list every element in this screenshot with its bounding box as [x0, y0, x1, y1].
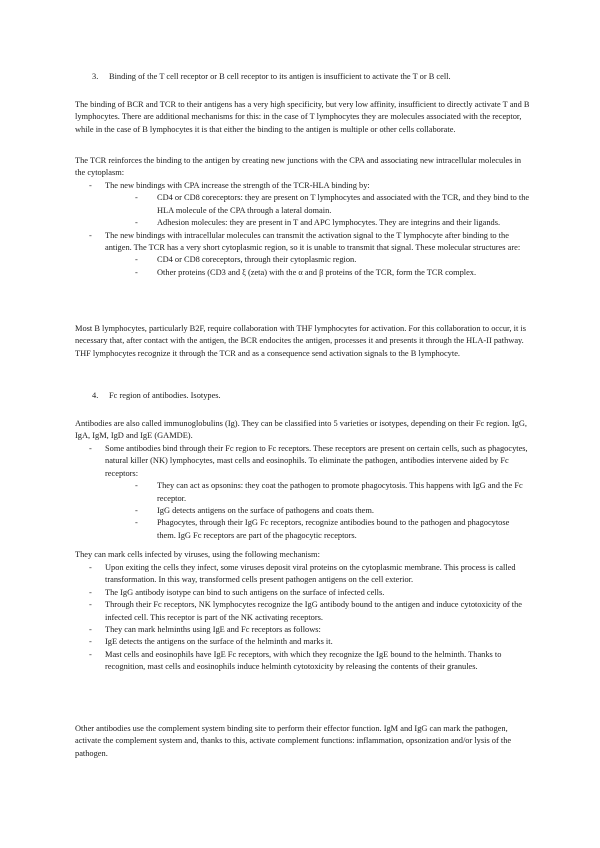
dash-bullet: -	[89, 444, 92, 453]
dash-bullet: -	[89, 230, 92, 240]
dash-bullet: -	[135, 518, 138, 528]
bulleted-list	[75, 562, 530, 674]
paragraph: Most B lymphocytes, particularly B2F, require collaboration with THF lymphocytes for activation. For this collaboration to occur, it is necessary that, after contact with the antigen, the BCR endocites the antigen, processes it and presents it through the HLA-II pathway. THF lymphocytes recognize it through the TCR and as a consequence send activation signals to the B lymphocyte.	[75, 324, 527, 358]
list-item: - Some antibodies bind through their Fc region to Fc receptors. These receptors are present on certain cells, such as phagocytes, natural killer (NK) lymphocytes, mast cells and eosinophils. To eliminate the pathogen, antibodies intervene aided by Fc receptors: - They can act as opsonins: they coat the pathogen to promote phagocytosis. This happens with IgG and the Fc receptor. - IgG detects antigens on the surface of pathogens and coats them. - Phagocytes, through their IgG Fc receptors, recognize antibodies bound to the pathogen and phagocytose them. IgG Fc receptors are part of the phagocytic receptors.	[75, 443, 530, 542]
section-4-heading	[92, 390, 547, 402]
bulleted-list	[75, 443, 530, 542]
dash-bullet: -	[89, 600, 92, 610]
section-3-heading	[92, 71, 547, 83]
sub-list	[105, 480, 530, 542]
dash-bullet: -	[89, 637, 92, 647]
list-item: - IgG detects antigens on the surface of pathogens and coats them.	[135, 505, 530, 517]
section-title: Binding of the T cell receptor or B cell receptor to its antigen is insufficient to activate the T or B cell.	[109, 72, 451, 81]
sub-list	[105, 254, 530, 279]
list-item: - Through their Fc receptors, NK lymphocytes recognize the IgG antibody bound to the antigen and induce cytotoxicity of the infected cell. This receptor is part of the NK activating receptors.	[89, 600, 523, 622]
list-item: - Adhesion molecules: they are present in T and APC lymphocytes. They are integrins and their ligands.	[135, 217, 530, 229]
list-item: - Upon exiting the cells they infect, some viruses deposit viral proteins on the cytoplasmic membrane. This process is called transformation. In this way, transformed cells present pathogen antigens on the cell exterior.	[89, 563, 516, 585]
list-item: - IgE detects the antigens on the surface of the helminth and marks it.	[75, 636, 530, 648]
list-item: - They can mark helminths using IgE and Fc receptors as follows:	[75, 624, 530, 636]
paragraph: The binding of BCR and TCR to their antigens has a very high specificity, but very low affinity, insufficient to directly activate T and B lymphocytes. There are additional mechanisms for this: in the case of T lymphocytes they are molecules associated with the receptor, while in the case of B lymphocytes it is that either the binding to the antigen is multiple or other cells collaborate.	[75, 100, 530, 134]
list-item: - Mast cells and eosinophils have IgE Fc receptors, with which they recognize the IgE bound to the helminth. Thanks to recognition, mast cells and eosinophils induce helminth cytotoxicity by releasing the contents of their granules.	[89, 649, 502, 672]
list-item: - The new bindings with intracellular molecules can transmit the activation signal to the T lymphocyte after binding to the antigen. The TCR has a very short cytoplasmic region, so it is unable to transmit that signal. These molecular structures are: - CD4 or CD8 coreceptors, through their cytoplasmic region. - Other proteins (CD3 and ξ (zeta) with the α and β proteins of the TCR, form the TCR complex.	[75, 230, 530, 280]
paragraph: The TCR reinforces the binding to the antigen by creating new junctions with the CPA and associating new intracellular molecules in the cytoplasm:	[75, 156, 522, 178]
list-item: - CD4 or CD8 coreceptors: they are present on T lymphocytes and associated with the TCR, and they bind to the HLA molecule of the CPA through a lateral domain.	[135, 193, 530, 215]
paragraph: They can mark cells infected by viruses, using the following mechanism:	[75, 550, 320, 559]
dash-bullet: -	[135, 255, 138, 265]
dash-bullet: -	[89, 563, 92, 572]
dash-bullet: -	[89, 649, 92, 659]
dash-bullet: -	[89, 587, 92, 597]
list-item: - The new bindings with CPA increase the strength of the TCR-HLA binding by: - CD4 or CD8 coreceptors: they are present on T lymphocytes and associated with the TCR, and they bind to the HLA molecule of the CPA through a lateral domain. - Adhesion molecules: they are present in T and APC lymphocytes. They are integrins and their ligands.	[75, 180, 530, 230]
dash-bullet: -	[135, 218, 138, 228]
section-title: Fc region of antibodies. Isotypes.	[109, 391, 221, 400]
list-item: - Other proteins (CD3 and ξ (zeta) with the α and β proteins of the TCR, form the TCR complex.	[135, 267, 530, 279]
dash-bullet: -	[135, 481, 138, 491]
dash-bullet: -	[135, 267, 138, 277]
paragraph: Other antibodies use the complement system binding site to perform their effector function. IgM and IgG can mark the pathogen, activate the complement system and, thanks to this, activate complement functions: inflammation, opsonization and/or lysis of the pathogen.	[75, 724, 512, 758]
sub-list	[105, 192, 530, 229]
list-item: - Phagocytes, through their IgG Fc receptors, recognize antibodies bound to the pathogen and phagocytose them. IgG Fc receptors are part of the phagocytic receptors.	[135, 518, 510, 540]
dash-bullet: -	[135, 506, 138, 516]
section-number: 4.	[92, 391, 99, 400]
list-item: - They can act as opsonins: they coat the pathogen to promote phagocytosis. This happens with IgG and the Fc receptor.	[135, 481, 523, 503]
dash-bullet: -	[89, 625, 92, 635]
list-item: - The IgG antibody isotype can bind to such antigens on the surface of infected cells.	[75, 587, 530, 599]
section-number: 3.	[92, 72, 99, 81]
dash-bullet: -	[135, 193, 138, 203]
list-item: - CD4 or CD8 coreceptors, through their cytoplasmic region.	[135, 254, 530, 266]
paragraph: Antibodies are also called immunoglobulins (Ig). They can be classified into 5 varieties or isotypes, depending on their Fc region. IgG, IgA, IgM, IgD and IgE (GAMDE).	[75, 419, 527, 441]
bulleted-list	[75, 180, 530, 279]
dash-bullet: -	[89, 181, 92, 190]
